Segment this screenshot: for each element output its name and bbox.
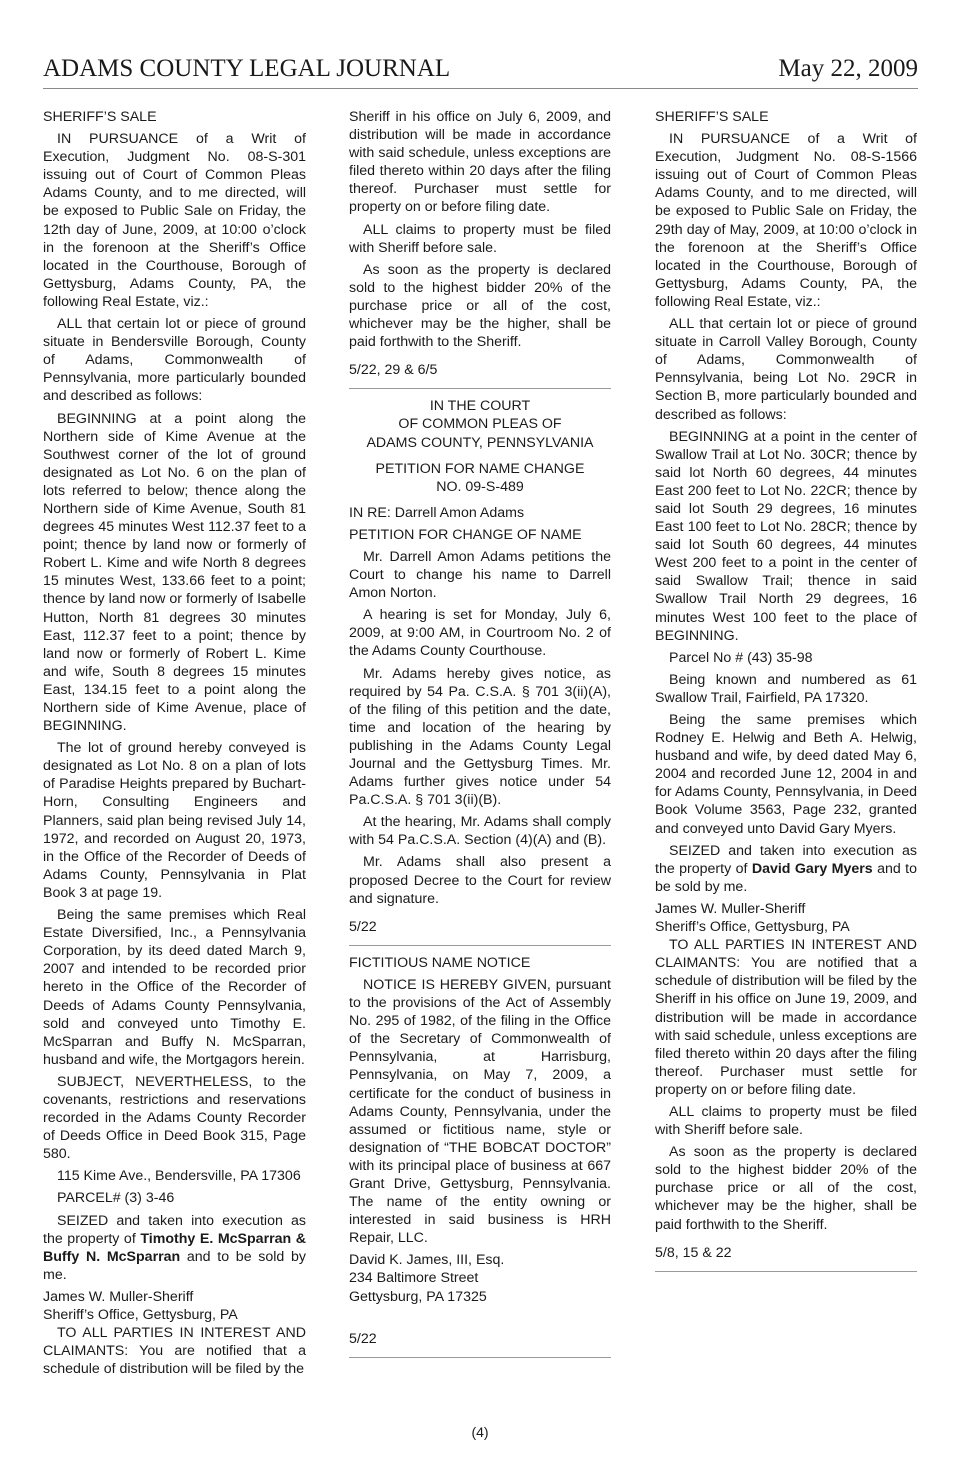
claimants-paragraph: TO ALL PARTIES IN INTEREST AND CLAIMANTS: You are notified that a schedule of distribution will be filed by the Sheriff in his office on June 19, 2009, and distribution will be made in accordance with said schedule, unless exceptions are filed thereto within 20 days after the filing thereof. Purchaser must settle for property on or before filing date. xyxy=(655,937,917,1098)
column-middle xyxy=(349,108,611,1366)
sheriff-signature: James W. Muller-Sheriff xyxy=(43,1288,194,1305)
notice-paragraph: Being the same premises which Real Estate Diversified, Inc., a Pennsylvania Corporation, by its deed dated March 9, 2007 and intended to be recorded prior hereto in the Office of the Recorder of Deeds of Adams County Pennsylvania, sold and conveyed unto Timothy E. McSparran and Buffy N. McSparran, husband and wife, the Mortgagors herein. xyxy=(43,907,306,1068)
notice-heading: SHERIFF’S SALE xyxy=(655,109,769,125)
journal-header xyxy=(43,52,918,89)
property-address: 115 Kime Ave., Bendersville, PA 17306 xyxy=(57,1168,301,1185)
notice-paragraph: ALL that certain lot or piece of ground situate in Carroll Valley Borough, County of Adams, Commonwealth of Pennsylvania, being Lot No. 29CR in Section B, more particularly bounded and described as follows: xyxy=(655,316,917,423)
notice-paragraph: SUBJECT, NEVERTHELESS, to the covenants, restrictions and reservations recorded in the Adams County Recorder of Deeds Office in Deed Book 315, Page 580. xyxy=(43,1073,306,1163)
sheriff-office: Sheriff’s Office, Gettysburg, PA xyxy=(655,919,850,936)
seized-text-end: and to be sold by me. xyxy=(655,860,917,895)
petition-caption-line: PETITION FOR NAME CHANGE xyxy=(375,460,585,477)
notice-heading: FICTITIOUS NAME NOTICE xyxy=(349,954,531,971)
divider xyxy=(349,388,611,389)
publication-dates: 5/22 xyxy=(349,1330,377,1347)
defendant-name: David Gary Myers xyxy=(751,860,873,877)
divider xyxy=(655,1271,917,1272)
journal-title: ADAMS COUNTY LEGAL JOURNAL xyxy=(43,55,451,82)
notice-paragraph: BEGINNING at a point along the Northern side of Kime Avenue at the Southwest corner of the lot of ground designated as Lot No. 6 on the plan of lots referred to below; thence along the Northern side of Kime Avenue, South 81 degrees 45 minutes West 112.37 feet to a point; thence by land now or formerly of Robert L. Kime and wife North 8 degrees 15 minutes West, 133.66 feet to a point; thence by land now or formerly of Isabelle Hutton, North 81 degrees 30 minutes East, 112.37 feet to a point; thence by land now or formerly of Robert L. Kime and wife, South 8 degrees 15 minutes East, 134.15 feet to a point along the Northern side of Kime Avenue, place of BEGINNING. xyxy=(43,410,306,735)
court-caption xyxy=(349,397,611,451)
attorney-name: David K. James, III, Esq. xyxy=(349,1252,505,1269)
sheriff-signature: James W. Muller-Sheriff xyxy=(655,900,806,917)
notice-paragraph: As soon as the property is declared sold to the highest bidder 20% of the purchase price or all of the cost, whichever may be the higher, shall be paid forthwith to the Sheriff. xyxy=(349,261,611,351)
notice-paragraph: IN PURSUANCE of a Writ of Execution, Judgment No. 08-S-301 issuing out of Court of Common Pleas Adams County, and to me directed, will be exposed to Public Sale on Friday, the 12th day of June, 2009, at 10:00 o’clock in the forenoon at the Sheriff’s Office located in the Courthouse, Borough of Gettysburg, Adams County, PA, the following Real Estate, viz.: xyxy=(43,131,306,310)
petition-subheading: PETITION FOR CHANGE OF NAME xyxy=(349,526,582,543)
notice-paragraph: Mr. Adams shall also present a proposed Decree to the Court for review and signature. xyxy=(349,854,611,907)
court-caption-line: IN THE COURT xyxy=(429,398,531,415)
notice-paragraph: Mr. Adams hereby gives notice, as required by 54 Pa. C.S.A. § 701 3(ii)(A), of the filing of this petition and the date, time and location of the hearing by publishing in the Adams County Legal Journal and the Gettysburg Times. Mr. Adams further gives notice under 54 Pa.C.S.A. § 701 3(ii)(B). xyxy=(349,665,611,809)
notice-paragraph: IN PURSUANCE of a Writ of Execution, Judgment No. 08-S-1566 issuing out of Court of Common Pleas Adams County, and to me directed, will be exposed to Public Sale on Friday, the 29th day of May, 2009, at 10:00 o’clock in the forenoon at the Sheriff’s Office located in the Courthouse, Borough of Gettysburg, Adams County, PA, the following Real Estate, viz.: xyxy=(655,131,917,310)
notice-paragraph: Being the same premises which Rodney E. Helwig and Beth A. Helwig, husband and wife, by deed dated May 6, 2004 and recorded June 12, 2004 in and for Adams County, Pennsylvania, in Deed Book Volume 3563, Page 232, granted and conveyed unto David Gary Myers. xyxy=(655,712,917,837)
column-right xyxy=(655,108,917,1280)
publication-dates: 5/8, 15 & 22 xyxy=(655,1244,732,1261)
notice-heading: SHERIFF’S SALE xyxy=(43,109,157,125)
parcel-number: PARCEL# (3) 3-46 xyxy=(57,1190,175,1207)
petition-caption xyxy=(349,460,611,496)
divider xyxy=(349,1357,611,1358)
publication-dates: 5/22 xyxy=(349,918,377,935)
seized-text-end: and to be sold by me. xyxy=(43,1248,306,1283)
divider xyxy=(349,945,611,946)
notice-paragraph: ALL claims to property must be filed with Sheriff before sale. xyxy=(655,1103,917,1139)
seized-paragraph xyxy=(655,842,917,896)
notice-paragraph: BEGINNING at a point in the center of Swallow Trail at Lot No. 30CR; thence by said lot North 60 degrees, 44 minutes East 200 feet to Lot No. 22CR; thence by said lot South 29 degrees, 16 minutes East 100 feet to Lot No. 28CR; thence by said lot South 60 degrees, 44 minutes West 200 feet to a point in the center of said Swallow Trail; thence in said Swallow Trail North 29 degrees, 16 minutes West 100 feet to the place of BEGINNING. xyxy=(655,428,917,644)
claimants-paragraph: TO ALL PARTIES IN INTEREST AND CLAIMANTS: You are notified that a schedule of distribution will be filed by the xyxy=(43,1325,306,1378)
page-number: (4) xyxy=(471,1424,489,1440)
notice-paragraph: ALL claims to property must be filed with Sheriff before sale. xyxy=(349,221,611,256)
claimants-paragraph-continued: Sheriff in his office on July 6, 2009, and distribution will be made in accordance with said schedule, unless exceptions are filed thereto within 20 days after the filing thereof. Purchaser must settle for property on or before filing date. xyxy=(349,109,611,216)
notice-paragraph: The lot of ground hereby conveyed is designated as Lot No. 8 on a plan of lots of Paradise Heights prepared by Buchart-Horn, Consulting Engineers and Planners, said plan being revised July 14, 1972, and recorded on August 20, 1973, in the Office of the Recorder of Deeds of Adams County, Pennsylvania in Plat Book 3 at page 19. xyxy=(43,740,306,901)
notice-paragraph: NOTICE IS HEREBY GIVEN, pursuant to the provisions of the Act of Assembly No. 295 of 1982, of the filing in the Office of the Secretary of Commonwealth of Pennsylvania, at Harrisburg, Pennsylvania, on May 7, 2009, a certificate for the conduct of business in Adams County, Pennsylvania, under the assumed or fictitious name, style or designation of “THE BOBCAT DOCTOR” with its principal place of business at 667 Grant Drive, Gettysburg, Pennsylvania. The name of the entity owning or interested in said business is HRH Repair, LLC. xyxy=(349,976,611,1247)
notice-paragraph: At the hearing, Mr. Adams shall comply with 54 Pa.C.S.A. Section (4)(A) and (B). xyxy=(349,814,611,849)
court-caption-line: OF COMMON PLEAS OF xyxy=(398,416,562,433)
sheriff-office: Sheriff’s Office, Gettysburg, PA xyxy=(43,1307,238,1323)
notice-paragraph: Mr. Darrell Amon Adams petitions the Court to change his name to Darrell Amon Norton. xyxy=(349,548,611,602)
notice-paragraph: A hearing is set for Monday, July 6, 2009, at 9:00 AM, in Courtroom No. 2 of the Adams County Courthouse. xyxy=(349,607,611,660)
seized-text: SEIZED and taken into execution as the property of xyxy=(655,842,917,877)
defendant-name: Timothy E. McSparran & Buffy N. McSparran xyxy=(43,1230,306,1265)
in-re-line: IN RE: Darrell Amon Adams xyxy=(349,504,525,521)
seized-paragraph xyxy=(43,1212,306,1284)
petition-number: NO. 09-S-489 xyxy=(436,478,524,495)
issue-date: May 22, 2009 xyxy=(778,55,918,82)
parcel-number: Parcel No # (43) 35-98 xyxy=(669,649,813,666)
court-caption-line: ADAMS COUNTY, PENNSYLVANIA xyxy=(366,434,594,451)
notice-paragraph: ALL that certain lot or piece of ground situate in Bendersville Borough, County of Adams, Commonwealth of Pennsylvania, more particularly bounded and described as follows: xyxy=(43,316,306,405)
attorney-city: Gettysburg, PA 17325 xyxy=(349,1288,487,1305)
attorney-street: 234 Baltimore Street xyxy=(349,1270,479,1287)
notice-paragraph: As soon as the property is declared sold to the highest bidder 20% of the purchase price or all of the cost, whichever may be the higher, shall be paid forthwith to the Sheriff. xyxy=(655,1144,917,1233)
column-left xyxy=(43,108,306,1378)
notice-paragraph: Being known and numbered as 61 Swallow Trail, Fairfield, PA 17320. xyxy=(655,671,917,706)
publication-dates: 5/22, 29 & 6/5 xyxy=(349,362,438,379)
seized-text: SEIZED and taken into execution as the property of xyxy=(43,1212,306,1247)
